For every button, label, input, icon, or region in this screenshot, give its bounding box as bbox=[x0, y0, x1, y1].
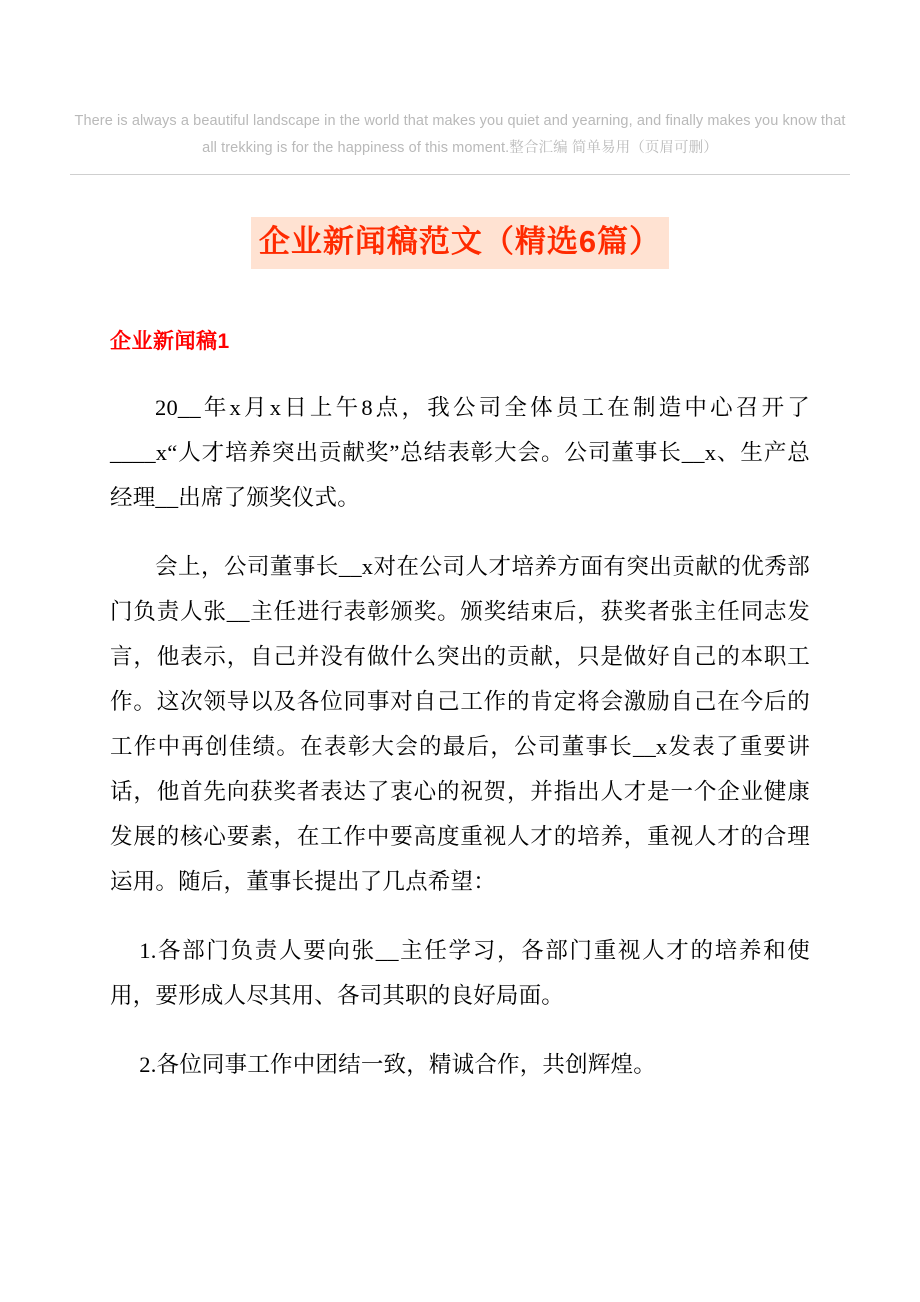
paragraph: 1.各部门负责人要向张__主任学习，各部门重视人才的培养和使用，要形成人尽其用、各司其职的良好局面。 bbox=[110, 937, 810, 1008]
header-divider bbox=[70, 174, 850, 175]
header-note bbox=[70, 108, 850, 162]
page-title: 企业新闻稿范文（精选6篇） bbox=[251, 217, 669, 270]
header-note-english: There is always a beautiful landscape in the world that makes you quiet and yearning, and finally makes you know that all trekking is for the happiness of this moment. bbox=[74, 113, 846, 156]
paragraph: 20__年x月x日上午8点，我公司全体员工在制造中心召开了____x“人才培养突出贡献奖”总结表彰大会。公司董事长__x、生产总经理__出席了颁奖仪式。 bbox=[110, 394, 810, 510]
document-body bbox=[110, 269, 810, 1087]
page-header bbox=[70, 0, 850, 162]
section-heading: 企业新闻稿1 bbox=[110, 330, 230, 354]
paragraph: 2.各位同事工作中团结一致，精诚合作，共创辉煌。 bbox=[139, 1051, 656, 1077]
title-container bbox=[70, 217, 850, 270]
paragraph: 会上，公司董事长__x对在公司人才培养方面有突出贡献的优秀部门负责人张__主任进行表彰颁奖。颁奖结束后，获奖者张主任同志发言，他表示，自己并没有做什么突出的贡献，只是做好自己的本职工作。这次领导以及各位同事对自己工作的肯定将会激励自己在今后的工作中再创佳绩。在表彰大会的最后，公司董事长__x发表了重要讲话，他首先向获奖者表达了衷心的祝贺，并指出人才是一个企业健康发展的核心要素，在工作中要高度重视人才的培养，重视人才的合理运用。随后，董事长提出了几点希望： bbox=[110, 553, 810, 894]
header-note-chinese: 整合汇编 简单易用（页眉可删） bbox=[509, 139, 718, 156]
